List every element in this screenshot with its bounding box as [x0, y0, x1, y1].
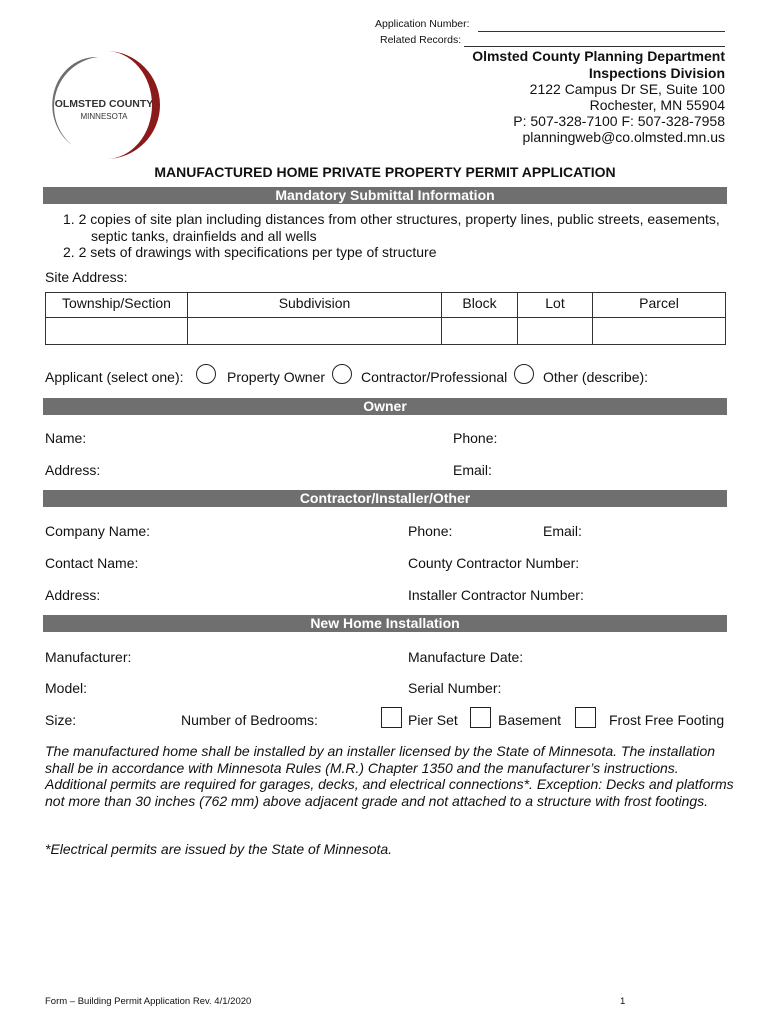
col-parcel: Parcel: [593, 293, 726, 318]
department-email[interactable]: planningweb@co.olmsted.mn.us: [522, 129, 725, 145]
contractor-address-label: Address:: [45, 587, 101, 603]
manufacturer-label: Manufacturer:: [45, 649, 132, 665]
mandatory-heading: Mandatory Submittal Information: [43, 187, 727, 204]
frost-free-footing-checkbox[interactable]: [575, 707, 596, 728]
parcel-input[interactable]: [593, 318, 726, 345]
applicant-label: Applicant (select one):: [45, 369, 184, 385]
site-address-label: Site Address:: [45, 269, 128, 285]
street-address: 2122 Campus Dr SE, Suite 100: [529, 81, 725, 97]
logo-line1: OLMSTED COUNTY: [54, 98, 154, 110]
basement-checkbox[interactable]: [470, 707, 491, 728]
county-contractor-number-label: County Contractor Number:: [408, 555, 580, 571]
model-label: Model:: [45, 680, 88, 696]
application-number-row: [375, 18, 470, 30]
owner-name-label: Name:: [45, 430, 87, 446]
block-input[interactable]: [442, 318, 518, 345]
contractor-phone-label: Phone:: [408, 523, 453, 539]
col-township-section: Township/Section: [46, 293, 188, 318]
division-name: Inspections Division: [588, 65, 725, 81]
bedrooms-label: Number of Bedrooms:: [181, 712, 318, 728]
pier-set-label: Pier Set: [408, 712, 458, 728]
phone-fax: P: 507-328-7100 F: 507-328-7958: [513, 113, 725, 129]
installer-contractor-number-label: Installer Contractor Number:: [408, 587, 584, 603]
department-name: Olmsted County Planning Department: [472, 48, 725, 64]
city-address: Rochester, MN 55904: [589, 97, 725, 113]
contact-name-label: Contact Name:: [45, 555, 139, 571]
electrical-note: *Electrical permits are issued by the State of Minnesota.: [45, 841, 393, 857]
site-address-table: [45, 292, 726, 345]
frost-free-footing-label: Frost Free Footing: [609, 712, 725, 728]
mandatory-item-1: 1. 2 copies of site plan including distances from other structures, property lines, public streets, easements,: [63, 211, 720, 227]
application-number-label: Application Number:: [375, 18, 470, 30]
mandatory-item-1-cont: septic tanks, drainfields and all wells: [91, 228, 317, 244]
related-records-row: [380, 34, 461, 46]
township-section-input[interactable]: [46, 318, 188, 345]
page-title: MANUFACTURED HOME PRIVATE PROPERTY PERMIT APPLICATION: [154, 164, 616, 180]
owner-phone-label: Phone:: [453, 430, 498, 446]
other-radio[interactable]: [514, 364, 534, 384]
county-logo: [42, 45, 166, 165]
subdivision-input[interactable]: [188, 318, 442, 345]
basement-label: Basement: [498, 712, 562, 728]
logo-line2: MINNESOTA: [80, 112, 128, 121]
mandatory-item-2: 2. 2 sets of drawings with specifications per type of structure: [63, 244, 437, 260]
pier-set-checkbox[interactable]: [381, 707, 402, 728]
page-number: 1: [620, 996, 626, 1007]
footer-form-label: Form – Building Permit Application Rev. 4/1/2020: [45, 996, 252, 1007]
contractor-professional-radio[interactable]: [332, 364, 352, 384]
property-owner-radio[interactable]: [196, 364, 216, 384]
other-describe-label: Other (describe):: [543, 369, 649, 385]
owner-address-label: Address:: [45, 462, 101, 478]
property-owner-label: Property Owner: [227, 369, 326, 385]
lot-input[interactable]: [518, 318, 593, 345]
serial-number-label: Serial Number:: [408, 680, 502, 696]
col-lot: Lot: [518, 293, 593, 318]
contractor-heading: Contractor/Installer/Other: [43, 490, 727, 507]
owner-heading: Owner: [43, 398, 727, 415]
company-name-label: Company Name:: [45, 523, 151, 539]
contractor-professional-label: Contractor/Professional: [361, 369, 508, 385]
size-label: Size:: [45, 712, 77, 728]
manufacture-date-label: Manufacture Date:: [408, 649, 524, 665]
contractor-email-label: Email:: [543, 523, 582, 539]
col-block: Block: [442, 293, 518, 318]
owner-email-label: Email:: [453, 462, 492, 478]
related-records-field[interactable]: [464, 46, 725, 47]
application-number-field[interactable]: [478, 31, 725, 32]
installation-heading: New Home Installation: [43, 615, 727, 632]
related-records-label: Related Records:: [380, 34, 462, 46]
installation-note: The manufactured home shall be installed by an installer licensed by the State of Minnesota. The installation shall be in accordance with Minnesota Rules (M.R.) Chapter 1350 and the manufacturer’s instructions. Additional permits are required for garages, decks, and electrical connections*. Exception: Decks and platforms not more than 30 inches (762 mm) above adjacent grade and not attached to a structure with frost footings.: [45, 743, 734, 809]
col-subdivision: Subdivision: [188, 293, 442, 318]
